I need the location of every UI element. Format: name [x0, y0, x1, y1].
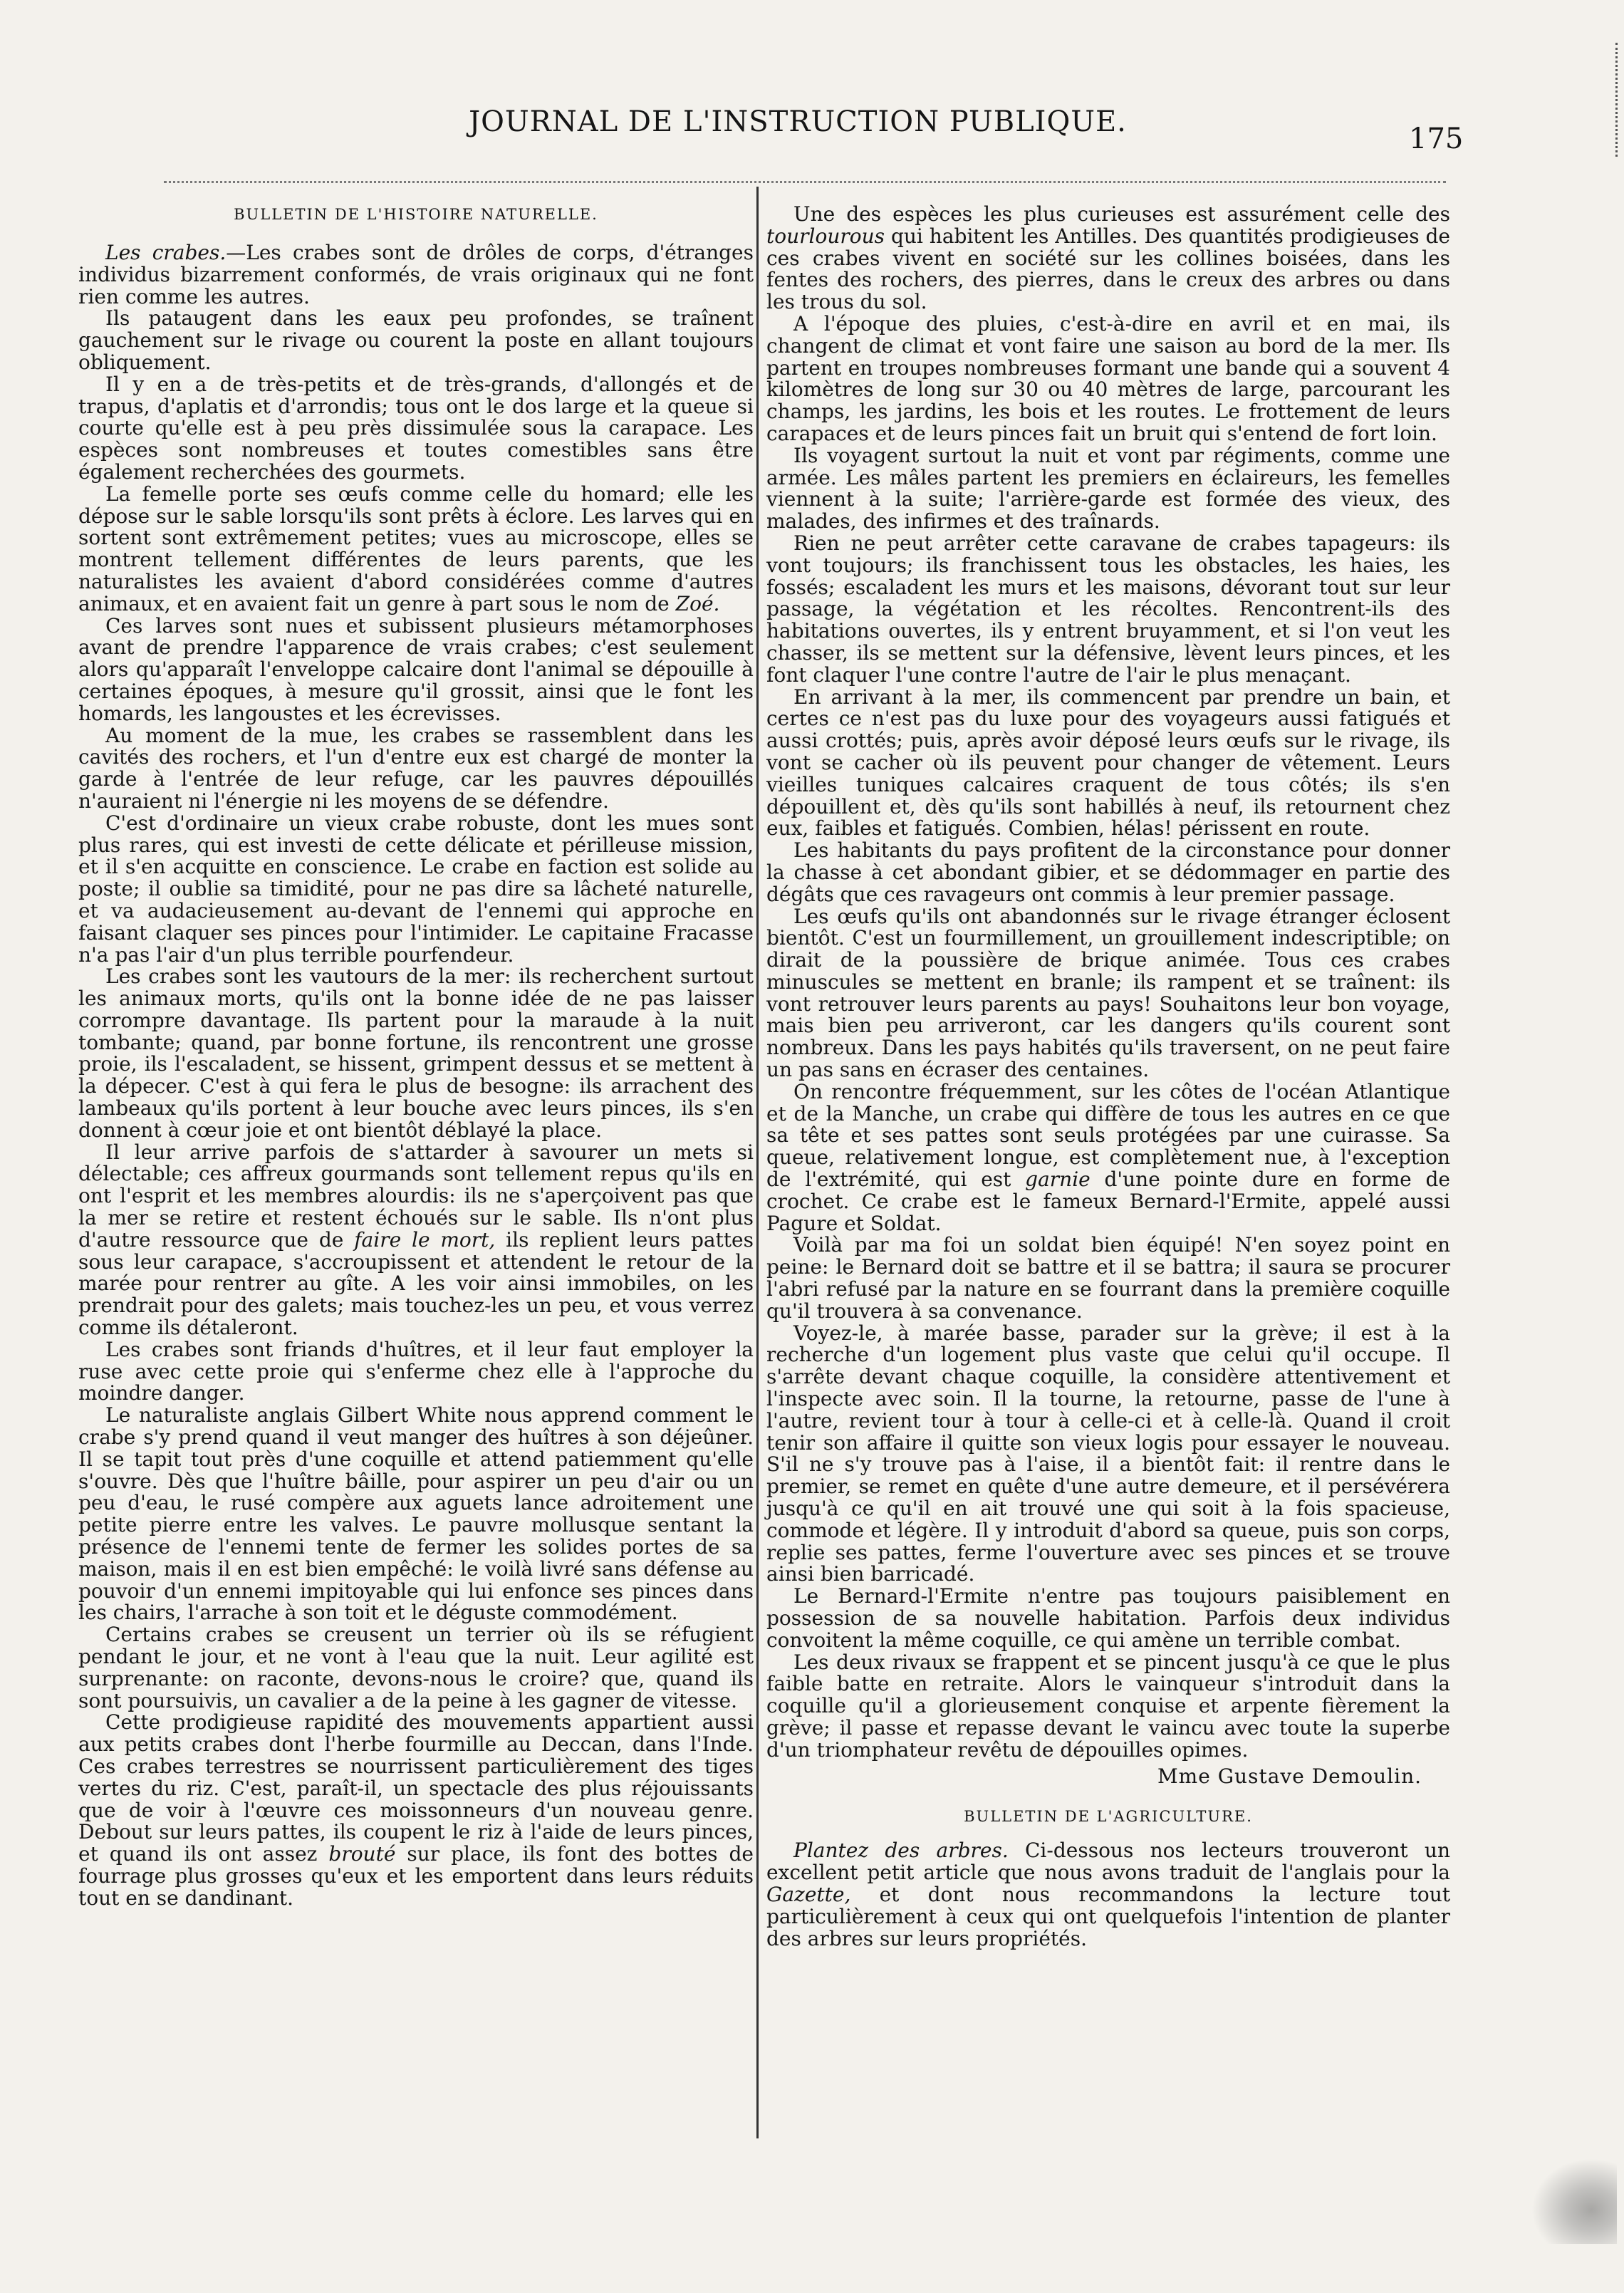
paragraph: Ces larves sont nues et subissent plusieurs métamorphoses avant de prendre l'apparence de vrais crabes; c'est seulement alors qu'apparaît l'enveloppe calcaire dont l'animal se dépouille à certaines époques, à mesure qu'il grossit, ainsi que le font les homards, les langoustes et les écrevisses.	[78, 613, 754, 725]
paragraph-text: Une des espèces les plus curieuses est assurément celle des	[793, 202, 1450, 226]
paragraph-text: La femelle porte ses œufs comme celle du homard; elle les dépose sur le sable lorsqu'ils sont prêts à éclore. Les larves qui en sortent sont extrêmement petites; vues au microscope, elles se montrent tellement différentes de leurs parents, que les naturalistes les avaient d'abord considérées comme d'autres animaux, et en avaient fait un genre à part sous le nom de	[78, 482, 754, 615]
paragraph: Certains crabes se creusent un terrier où ils se réfugient pendant le jour, et ne vont à l'eau que la nuit. Leur agilité est surprenante: on raconte, devons-nous le croire? que, quand ils sont poursuivis, un cavalier a de la peine à les gagner de vitesse.	[78, 1623, 754, 1712]
paragraph: Les habitants du pays profitent de la circonstance pour donner la chasse à cet abondant gibier, et se dédommager en partie des dégâts que ces ravageurs ont commis à leur premier passage.	[766, 838, 1450, 906]
paragraph: Le Bernard-l'Ermite n'entre pas toujours paisiblement en possession de sa nouvelle habitation. Parfois deux individus convoitent la même coquille, ce qui amène un terrible combat.	[766, 1584, 1450, 1652]
paragraph-text: Il leur arrive parfois de s'attarder à savourer un mets si délectable; ces affreux gourmands sont tellement repus qu'ils en ont l'esprit et les membres alourdis: ils ne s'aperçoivent pas que la mer se retire et restent échoués sur le sable. Ils n'ont plus d'autre ressource que de	[78, 1140, 754, 1252]
paragraph: Les œufs qu'ils ont abandonnés sur le rivage étranger éclosent bientôt. C'est un fourmillement, un grouillement indescriptible; on dirait de la poussière de brique animée. Tous ces crabes minuscules se mettent en branle; ils rampent et se traînent: ils vont retrouver leurs parents au pays! Souhaitons leur bon voyage, mais bien peu arriveront, car les dangers qu'ils courent sont nombreux. Dans les pays habités qu'ils traversent, on ne peut faire un pas sans en écraser des centaines.	[766, 904, 1450, 1082]
italic-term: brouté	[328, 1842, 396, 1866]
paragraph-text: Ci-dessous nos lecteurs trouveront un excellent petit article que nous avons traduit de l'anglais pour la	[766, 1839, 1450, 1885]
paragraph: Voilà par ma foi un soldat bien équipé! N'en soyez point en peine: le Bernard doit se battre et il se battra; il saura se procurer l'abri refusé par la nature en se fourrant dans la première coquille qu'il trouvera à sa convenance.	[766, 1233, 1450, 1323]
author-signature: Mme Gustave Demoulin.	[1157, 1764, 1422, 1788]
paragraph: A l'époque des pluies, c'est-à-dire en avril et en mai, ils changent de climat et vont faire une saison au bord de la mer. Ils partent en troupes nombreuses formant une bande qui a souvent 4 kilomètres de long sur 30 ou 40 mètres de large, parcourant les champs, les jardins, les bois et les routes. Le frottement de leurs carapaces et de leurs pinces fait un bruit qui s'entend de fort loin.	[766, 311, 1450, 445]
paragraph-text: On rencontre fréquemment, sur les côtes de l'océan Atlantique et de la Manche, un crabe qui diffère de tous les autres en ce que sa tête et ses pattes sont seuls protégées par une cuirasse. Sa queue, relativement longue, est complètement nue, à l'exception de l'extrémité, qui est	[766, 1079, 1450, 1192]
paragraph-text: Cette prodigieuse rapidité des mouvements appartient aussi aux petits crabes dont l'herbe fourmille au Deccan, dans l'Inde. Ces crabes terrestres se nourrissent particulièrement des tiges vertes du riz. C'est, paraît-il, un spectacle des plus réjouissants que de voir à l'œuvre ces moissonneurs d'un nouveau genre. Debout sur leurs pattes, ils coupent le riz à l'aide de leurs pinces, et quand ils ont assez	[78, 1710, 754, 1866]
paragraph: Le naturaliste anglais Gilbert White nous apprend comment le crabe s'y prend quand il veut manger des huîtres à son déjeûner. Il se tapit tout près d'une coquille et attend patiemment qu'elle s'ouvre. Dès que l'huître bâille, pour aspirer un peu d'air ou un peu d'eau, le rusé compère aux aguets lance adroitement une petite pierre entre les valves. Le pauvre mollusque sentant la présence de l'ennemi tente de fermer les solides portes de sa maison, mais il en est bien empêché: le voilà livré sans défense au pouvoir d'un ennemi impitoyable qui lui enfonce ses pinces dans les chairs, l'arrache à son toit et le déguste commodément.	[78, 1403, 754, 1625]
italic-term: Zoé.	[675, 591, 720, 615]
column-divider	[756, 187, 759, 2138]
section-heading-natural-history: BULLETIN DE L'HISTOIRE NATURELLE.	[234, 206, 598, 223]
paragraph	[78, 1142, 754, 1339]
italic-term: garnie	[1025, 1168, 1091, 1192]
paragraph: Les crabes sont les vautours de la mer: ils recherchent surtout les animaux morts, qu'ils ont la bonne idée de ne pas laisser corrompre davantage. Ils partent pour la maraude à la nuit tombante; quand, par bonne fortune, ils rencontrent une grosse proie, ils l'escaladent, se hissent, grimpent dessus et se mettent à la dépecer. C'est à qui fera le plus de besogne: ils arrachent des lambeaux qu'ils portent à leur bouche avec leurs pinces, ils s'en donnent à cœur joie et ont bientôt déblayé la place.	[78, 964, 754, 1142]
paragraph	[78, 484, 754, 615]
paragraph-lead: Plantez des arbres.	[793, 1839, 1009, 1863]
paragraph: C'est d'ordinaire un vieux crabe robuste, dont les mues sont plus rares, qui est investi de cette délicate et périlleuse mission, et il s'en acquitte en conscience. Le crabe en faction est solide au poste; il oublie sa timidité, pour ne pas dire sa lâcheté naturelle, et va audacieusement au-devant de l'ennemi qui approche en faisant claquer ses pinces pour l'intimider. Le capitaine Fracasse n'a pas l'air d'un plus terrible pourfendeur.	[78, 811, 754, 967]
scan-smudge	[1531, 2158, 1617, 2244]
paragraph-text: et dont nous recommandons la lecture tout particulièrement à ceux qui ont quelquefois l'intention de planter des arbres sur leurs propriétés.	[766, 1882, 1450, 1950]
right-column	[766, 204, 1450, 1950]
italic-term: faire le mort,	[354, 1227, 496, 1252]
paragraph: Rien ne peut arrêter cette caravane de crabes tapageurs: ils vont toujours; ils franchissent tous les obstacles, les haies, les fossés; escaladent les murs et les maisons, dévorant tout sur leur passage, la végétation et les récoltes. Rencontrent-ils des habitations ouvertes, ils y entrent bruyamment, et si l'on veut les chasser, ils se mettent sur la défensive, lèvent leurs pinces, et les font claquer l'une contre l'autre de l'air le plus menaçant.	[766, 531, 1450, 687]
paragraph	[766, 204, 1450, 313]
section-heading-agriculture: BULLETIN DE L'AGRICULTURE.	[964, 1808, 1253, 1826]
italic-term: Gazette,	[766, 1882, 851, 1906]
paragraph: Les deux rivaux se frappent et se pincent jusqu'à ce que le plus faible batte en retraite. Alors le vainqueur s'introduit dans la coquille qu'il a glorieusement conquise et arpente fièrement la grève; il passe et repasse devant le vaincu avec toute la superbe d'un triomphateur revêtu de dépouilles opimes.	[766, 1650, 1450, 1762]
paragraph: Les crabes sont friands d'huîtres, et il leur faut employer la ruse avec cette proie qui s'enferme chez elle à l'approche du moindre danger.	[78, 1337, 754, 1405]
paragraph-text: qui habitent les Antilles. Des quantités prodigieuses de ces crabes vivent en société sur les collines boisées, dans les fentes des rochers, des pierres, dans le creux des arbres ou dans les trous du sol.	[766, 224, 1450, 314]
paragraph	[766, 1840, 1450, 1950]
edge-marks	[1611, 43, 1618, 157]
italic-term: tourlourous	[766, 224, 885, 248]
left-column	[78, 204, 754, 1910]
paragraph: Ils voyagent surtout la nuit et vont par régiments, comme une armée. Les mâles partent les premiers en éclaireurs, les femelles viennent à la suite; l'arrière-garde est formée des vieux, des malades, des infirmes et des traînards.	[766, 443, 1450, 534]
paragraph-text: ils replient leurs pattes sous leur carapace, s'accroupissent et attendent le retour de la marée pour rentrer au gîte. A les voir ainsi immobiles, on les prendrait pour des galets; mais touchez-les un peu, et vous verrez comme ils détaleront.	[78, 1227, 754, 1340]
paragraph: En arrivant à la mer, ils commencent par prendre un bain, et certes ce n'est pas du luxe pour des voyageurs aussi fatigués et aussi crottés; puis, après avoir déposé leurs œufs sur le rivage, ils vont se cacher où ils peuvent pour changer de vêtement. Leurs vieilles tuniques calcaires craquent de tous côtés; ils s'en dépouillent et, dès qu'ils sont habillés à neuf, ils retournent chez eux, faibles et fatigués. Combien, hélas! périssent en route.	[766, 685, 1450, 841]
paragraph	[78, 1712, 754, 1909]
paragraph-lead: Les crabes.	[105, 241, 227, 264]
paragraph: Au moment de la mue, les crabes se rassemblent dans les cavités des rochers, et l'un d'entre eux est chargé de monter la garde à l'entrée de leur refuge, car les pauvres dépouillés n'auraient ni l'énergie ni les moyens de se défendre.	[78, 723, 754, 813]
paragraph: Ils pataugent dans les eaux peu profondes, se traînent gauchement sur le rivage ou courent la poste en allant toujours obliquement.	[78, 306, 754, 374]
page-number: 175	[1409, 123, 1464, 155]
paragraph-text: d'une pointe dure en forme de crochet. Ce crabe est le fameux Bernard-l'Ermite, appelé aussi Pagure et Soldat.	[766, 1168, 1450, 1235]
paragraph	[766, 1081, 1450, 1235]
paragraph: Il y en a de très-petits et de très-grands, d'allongés et de trapus, d'aplatis et d'arrondis; tous ont le dos large et la queue si courte qu'elle est à peu près dissimulée sous la carapace. Les espèces sont nombreuses et toutes comestibles sans être également recherchées des gourmets.	[78, 372, 754, 484]
paragraph: Voyez-le, à marée basse, parader sur la grève; il est à la recherche d'un logement plus vaste que celui qu'il occupe. Il s'arrête devant chaque coquille, la considère attentivement et l'inspecte avec soin. Il la tourne, la retourne, passe de l'une à l'autre, revient tour à tour à celle-ci et à celle-là. Quand il croit tenir son affaire il quitte son vieux logis pour essayer le nouveau. S'il ne s'y trouve pas à l'aise, il a bientôt fait: il rentre dans le premier, se remet en quête d'une autre demeure, et il persévérera jusqu'à ce qu'il en ait trouvé une qui soit à la fois spacieuse, commode et légère. Il y introduit d'abord sa queue, puis son corps, replie ses pattes, ferme l'ouverture avec ses pinces et se trouve ainsi bien barricadé.	[766, 1321, 1450, 1586]
paragraph	[78, 242, 754, 308]
paragraph-text: —Les crabes sont de drôles de corps, d'étranges individus bizarrement conformés, de vrais originaux qui ne font rien comme les autres.	[78, 241, 754, 308]
header-rule	[164, 181, 1446, 183]
paragraph-text: sur place, ils font des bottes de fourrage plus grosses qu'eux et les emportent dans leurs réduits tout en se dandinant.	[78, 1842, 754, 1910]
journal-title: JOURNAL DE L'INSTRUCTION PUBLIQUE.	[469, 105, 1127, 138]
